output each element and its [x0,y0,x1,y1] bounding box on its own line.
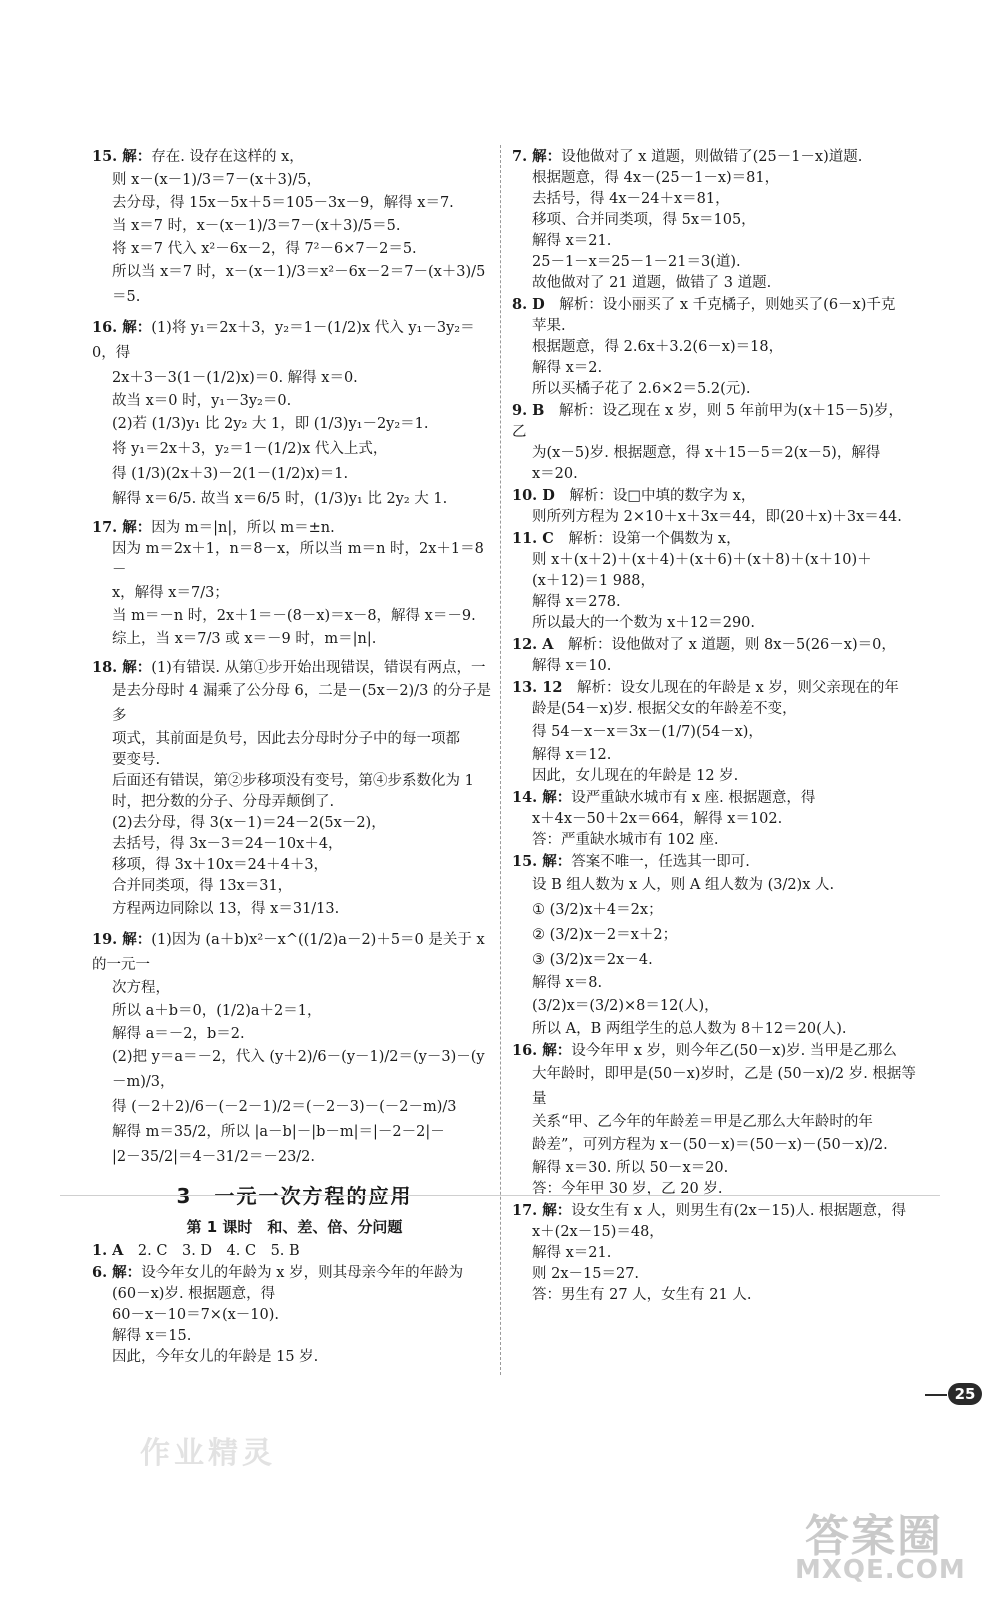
solution-line: 为(x－5)岁. 根据题意，得 x＋15－5＝2(x－5)，解得 [532,445,881,461]
answer-line: 9. B 解析：设乙现在 x 岁，则 5 年前甲为(x＋15－5)岁，乙 [512,402,903,440]
solution-line: 解得 x＝30. 所以 50－x＝20. [532,1160,729,1176]
question-number: 16. 解： [92,319,152,336]
solution-line: (2)去分母，得 3(x－1)＝24－2(5x－2)， [112,815,386,831]
solution-line: (2)把 y＝a＝－2，代入 (y＋2)/6－(y－1)/2＝(y－3)－(y－m)/3， [112,1049,485,1090]
solution-line: ① (3/2)x＋4＝2x； [532,902,663,918]
question-number: 7. 解： [512,148,562,165]
watermark-url: MXQE.COM [795,1555,966,1585]
solution-line: (x＋12)＝1 988， [532,573,655,589]
solution-line: 项式，其前面是负号，因此去分母时分子中的每一项都 [112,731,460,747]
solution-line: 得 (－2＋2)/6－(－2－1)/2＝(－2－3)－(－2－m)/3 [112,1099,457,1115]
column-divider [500,145,501,1375]
solution-line: (3/2)x＝(3/2)×8＝12(人)， [532,998,719,1014]
answer-line: 11. C 解析：设第一个偶数为 x， [512,530,741,547]
solution-line: 解得 m＝35/2，所以 |a－b|－|b－m|＝|－2－2|－ [112,1124,445,1140]
solution-line: 则 x＋(x＋2)＋(x＋4)＋(x＋6)＋(x＋8)＋(x＋10)＋ [532,552,872,568]
solution-line: 故当 x＝0 时，y₁－3y₂＝0. [112,393,292,409]
answer-line: 18. 解：(1)有错误. 从第①步开始出现错误，错误有两点，一 [92,659,486,676]
question-number: 12. A [512,636,554,653]
solution-line: 设 B 组人数为 x 人，则 A 组人数为 (3/2)x 人. [532,877,835,893]
lesson-title: 第 1 课时 和、差、倍、分问题 [186,1218,403,1236]
solution-line: x，解得 x＝7/3； [112,585,229,601]
solution-line: 所以最大的一个数为 x＋12＝290. [532,615,756,631]
solution-line: 解得 x＝6/5. 故当 x＝6/5 时，(1/3)y₁ 比 2y₂ 大 1. [112,491,448,507]
answer-line: 14. 解：设严重缺水城市有 x 座. 根据题意，得 [512,789,816,806]
solution-line: 龄是(54－x)岁. 根据父女的年龄差不变， [532,701,797,717]
solution-line: 次方程， [112,980,170,996]
solution-line: 则所列方程为 2×10＋x＋3x＝44，即(20＋x)＋3x＝44. [532,509,902,525]
solution-line: 解得 x＝10. [532,658,612,674]
solution-line: 得 54－x－x＝3x－(1/7)(54－x)， [532,724,763,740]
watermark-stamp: 作业精灵 [140,1436,276,1471]
section-rule [60,1195,940,1196]
answer-line: 16. 解：(1)将 y₁＝2x＋3，y₂＝1－(1/2)x 代入 y₁－3y₂＝0，得 [92,319,475,361]
solution-line: 则 x－(x－1)/3＝7－(x＋3)/5， [112,172,322,188]
solution-line: 解得 a＝－2，b＝2. [112,1026,245,1042]
solution-line: 要变号. [112,752,161,768]
solution-line: 综上，当 x＝7/3 或 x＝－9 时，m＝|n|. [112,631,377,647]
question-number: 14. 解： [512,789,572,806]
solution-line: 解得 x＝21. [532,233,612,249]
answer-line: 12. A 解析：设他做对了 x 道题，则 8x－5(26－x)＝0， [512,636,896,653]
question-number: 18. 解： [92,659,152,676]
solution-line: 答：严重缺水城市有 102 座. [532,832,719,848]
answer-line: 19. 解：(1)因为 (a＋b)x²－x^((1/2)a－2)＋5＝0 是关于 x 的一元一 [92,931,490,973]
solution-line: 解得 x＝12. [532,747,612,763]
question-number: 17. 解： [92,519,152,536]
question-number: 9. B [512,402,545,419]
question-number: 10. D [512,487,555,504]
solution-line: 当 x＝7 时，x－(x－1)/3＝7－(x＋3)/5＝5. [112,218,401,234]
left-column [92,146,497,1368]
solution-line: 去括号，得 3x－3＝24－10x＋4， [112,836,343,852]
solution-line: 当 m＝－n 时，2x＋1＝－(8－x)＝x－8，解得 x＝－9. [112,608,476,624]
answer-line: 7. 解：设他做对了 x 道题，则做错了(25－1－x)道题. [512,148,863,165]
solution-line: x＝20. [532,466,578,482]
question-number: 8. D [512,296,545,313]
answer-line: 6. 解：设今年女儿的年龄为 x 岁，则其母亲今年的年龄为 [92,1264,464,1281]
solution-line: 所以买橘子花了 2.6×2＝5.2(元). [532,381,751,397]
solution-line: 25－1－x＝25－1－21＝3(道). [532,254,741,270]
solution-line: 龄差”，可列方程为 x－(50－x)＝(50－x)－(50－x)/2. [532,1137,888,1153]
solution-line: 因此，女儿现在的年龄是 12 岁. [532,768,739,784]
solution-line: 解得 x＝278. [532,594,621,610]
solution-line: x＋(2x－15)＝48， [532,1224,664,1240]
solution-line: 故他做对了 21 道题，做错了 3 道题. [532,275,772,291]
solution-line: 关系“甲、乙今年的年龄差＝甲是乙那么大年龄时的年 [532,1114,873,1130]
section-number: 3 [176,1184,193,1208]
solution-line: 大年龄时，即甲是(50－x)岁时，乙是 (50－x)/2 岁. 根据等量 [532,1066,916,1107]
answer-line: 10. D 解析：设□中填的数字为 x， [512,487,756,504]
solution-line: 则 2x－15＝27. [532,1266,640,1282]
answer-line: 17. 解：设女生有 x 人，则男生有(2x－15)人. 根据题意，得 [512,1202,907,1219]
solution-line: ③ (3/2)x＝2x－4. [532,952,653,968]
section-title-text: 一元一次方程的应用 [214,1184,413,1208]
question-number: 1. A [92,1242,124,1259]
question-number: 11. C [512,530,554,547]
answer-line: 16. 解：设今年甲 x 岁，则今年乙(50－x)岁. 当甲是乙那么 [512,1042,897,1059]
solution-line: 60－x－10＝7×(x－10). [112,1307,280,1323]
solution-line: 去括号，得 4x－24＋x＝81， [532,191,730,207]
solution-line: 解得 x＝8. [532,975,603,991]
solution-line: 移项，得 3x＋10x＝24＋4＋3， [112,857,329,873]
question-number: 19. 解： [92,931,152,948]
solution-line: 方程两边同除以 13，得 x＝31/13. [112,901,340,917]
solution-line: 答：今年甲 30 岁，乙 20 岁. [532,1181,723,1197]
answer-line: 15. 解：存在. 设存在这样的 x， [92,148,304,165]
question-number: 15. 解： [92,148,152,165]
solution-line: 所以当 x＝7 时，x－(x－1)/3＝x²－6x－2＝7－(x＋3)/5＝5. [112,264,486,305]
solution-line: x＋4x－50＋2x＝664，解得 x＝102. [532,811,783,827]
section-title [92,1182,497,1210]
solution-line: ② (3/2)x－2＝x＋2； [532,927,678,943]
solution-line: 移项、合并同类项，得 5x＝105， [532,212,756,228]
solution-line: 后面还有错误，第②步移项没有变号，第④步系数化为 1 [112,773,474,789]
solution-line: 将 y₁＝2x＋3，y₂＝1－(1/2)x 代入上式， [112,441,388,457]
solution-line: 时，把分数的分子、分母弄颠倒了. [112,794,335,810]
question-number: 15. 解： [512,853,572,870]
solution-line: 解得 x＝2. [532,360,603,376]
solution-line: 是去分母时 4 漏乘了公分母 6，二是－(5x－2)/3 的分子是多 [112,683,491,724]
page-number: 25 [948,1383,982,1405]
right-column [512,146,917,1306]
solution-line: 解得 x＝21. [532,1245,612,1261]
solution-line: 答：男生有 27 人，女生有 21 人. [532,1287,752,1303]
solution-line: 因此，今年女儿的年龄是 15 岁. [112,1349,319,1365]
answer-line: 13. 12 解析：设女儿现在的年龄是 x 岁，则父亲现在的年 [512,679,899,696]
solution-line: (60－x)岁. 根据题意，得 [112,1286,276,1302]
solution-line: 根据题意，得 4x－(25－1－x)＝81， [532,170,780,186]
page-badge-line [925,1394,947,1396]
question-number: 6. 解： [92,1264,142,1281]
solution-line: 解得 x＝15. [112,1328,192,1344]
solution-line: 因为 m＝2x＋1，n＝8－x，所以当 m＝n 时，2x＋1＝8－ [112,541,484,578]
solution-line: 根据题意，得 2.6x＋3.2(6－x)＝18， [532,339,784,355]
solution-line: 合并同类项，得 13x＝31， [112,878,293,894]
watermark-logo: 答案圈 [805,1511,943,1562]
solution-line: (2)若 (1/3)y₁ 比 2y₂ 大 1，即 (1/3)y₁－2y₂＝1. [112,416,429,432]
solution-line: 所以 A，B 两组学生的总人数为 8＋12＝20(人). [532,1021,847,1037]
answer-line: 1. A 2. C 3. D 4. C 5. B [92,1242,300,1259]
question-number: 13. 12 [512,679,563,696]
solution-line: 2x＋3－3(1－(1/2)x)＝0. 解得 x＝0. [112,370,358,386]
solution-line: 将 x＝7 代入 x²－6x－2，得 7²－6×7－2＝5. [112,241,417,257]
solution-line: 得 (1/3)(2x＋3)－2(1－(1/2)x)＝1. [112,466,349,482]
solution-line: |2－35/2|＝4－31/2＝－23/2. [112,1149,316,1165]
question-number: 16. 解： [512,1042,572,1059]
solution-line: 去分母，得 15x－5x＋5＝105－3x－9，解得 x＝7. [112,195,454,211]
solution-line: 所以 a＋b＝0，(1/2)a＋2＝1， [112,1003,322,1019]
answer-line: 17. 解：因为 m＝|n|，所以 m＝±n. [92,519,335,536]
question-number: 17. 解： [512,1202,572,1219]
answer-line: 8. D 解析：设小丽买了 x 千克橘子，则她买了(6－x)千克 [512,296,896,313]
answer-line: 15. 解：答案不唯一，任选其一即可. [512,853,750,870]
solution-line: 苹果. [532,318,566,334]
